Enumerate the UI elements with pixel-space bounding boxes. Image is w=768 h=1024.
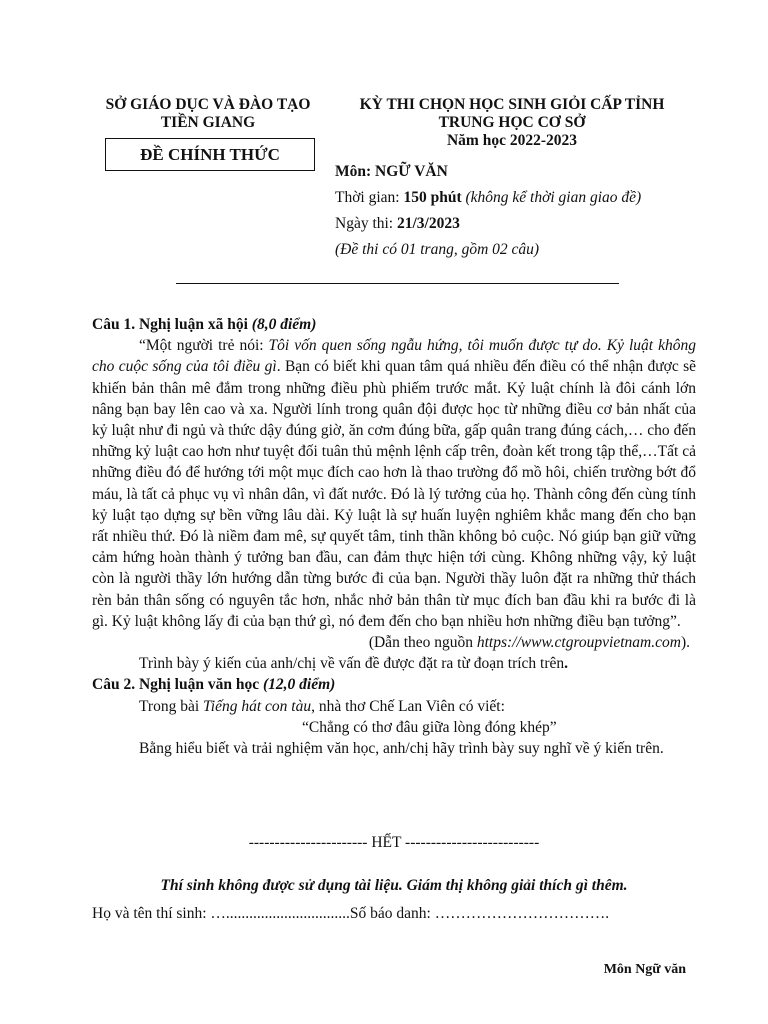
subject-label: Môn:	[335, 163, 376, 180]
date-value: 21/3/2023	[397, 215, 460, 232]
question-1-title	[92, 314, 696, 335]
question-1-task-end: .	[564, 655, 569, 673]
question-2-intro	[92, 696, 696, 717]
poem-title: Tiếng hát con tàu	[203, 697, 312, 715]
question-1-heading: Câu 1. Nghị luận xã hội	[92, 316, 252, 333]
source-suffix: ).	[680, 634, 690, 652]
candidate-name-field: Họ và tên thí sinh: …................................	[92, 905, 350, 922]
department-line-2: TIỀN GIANG	[160, 114, 256, 131]
candidate-note: Thí sinh không được sử dụng tài liệu. Giám thị không giải thích gì thêm.	[160, 877, 628, 894]
time-note: (không kể thời gian giao đề)	[461, 189, 642, 206]
question-1-points: (8,0 điểm)	[251, 316, 317, 333]
footer-subject: Môn Ngữ văn	[603, 962, 686, 977]
passage-body: . Bạn có biết khi quan tâm quá nhiều đến điều có thể nhận được sẽ khiến bản thân mê đắm trong những điều phù phiếm trước mắt. Kỷ luật chính là đôi cánh lớn nâng bạn bay lên cao và xa. Người lính trong quân đội được học từ những điều cơ bản nhất của kỷ luật như đi ngủ và thức dậy đúng giờ, ăn cơm đúng bữa, gấp quân trang đúng cách,… cho đến những kỷ luật cao hơn như tuyệt đối tuân thủ mệnh lệnh cấp trên, đoàn kết trong tập thể,…Tất cả những điều đó để hướng tới một mục đích cao hơn là thao trường đổ mồ hôi, chiến trường bớt đổ máu, là tất cả phục vụ vì nhân dân, vì đất nước. Đó là lý tưởng của họ. Thành công đến cùng tính kỷ luật tạo dựng sự bền vững lâu dài. Kỷ luật là sự huấn luyện nghiêm khắc mang đến cho bạn rất nhiều thứ. Đó là niềm đam mê, sự quyết tâm, tinh thần không bỏ cuộc. Nó giúp bạn giữ vững cảm hứng hoàn thành ý tưởng ban đầu, can đảm thực hiện tới cùng. Không những vậy, kỷ luật còn là người thầy lớn hướng dẫn từng bước đi của bạn. Người thầy luôn đặt ra những thử thách rèn bản thân sống có nguyên tắc hơn, nhắc nhở bản thân từ mục đích ban đầu khi ra bước đi là gì. Kỷ luật không lấy đi của bạn thứ gì, nó đem đến cho bạn nhiều hơn những điều bạn tưởng”.	[92, 358, 696, 630]
page-note: (Đề thi có 01 trang, gồm 02 câu)	[335, 241, 540, 258]
end-marker: ----------------------- HẾT --------------------------	[248, 834, 540, 851]
exam-title-line-1: KỲ THI CHỌN HỌC SINH GIỎI CẤP TỈNH	[359, 96, 665, 113]
question-1-task	[92, 653, 696, 674]
subject-value: NGỮ VĂN	[375, 163, 448, 180]
question-1-passage	[92, 335, 696, 632]
source-prefix: (Dẫn theo nguồn	[368, 634, 477, 652]
exam-title-line-2: TRUNG HỌC CƠ SỞ	[438, 114, 586, 131]
candidate-info	[92, 905, 696, 923]
question-2-title	[92, 674, 696, 695]
source-url: https://www.ctgroupvietnam.com	[476, 634, 681, 652]
subject-line	[335, 162, 448, 182]
time-value: 150 phút	[403, 189, 462, 206]
passage-quote: Tôi vốn quen sống ngẫu hứng, tôi muốn được tự do. Kỷ luật không cho cuộc sống của tôi điều gì	[92, 337, 696, 376]
date-line	[335, 214, 460, 234]
question-2-heading: Câu 2. Nghị luận văn học	[92, 676, 263, 694]
official-exam-badge	[105, 138, 315, 171]
department-name	[92, 96, 324, 132]
intro-suffix: , nhà thơ Chế Lan Viên có viết:	[311, 697, 505, 715]
question-2-verse: “Chẳng có thơ đâu giữa lòng đóng khép”	[302, 718, 557, 736]
date-label: Ngày thi:	[335, 215, 397, 232]
time-line	[335, 188, 641, 208]
passage-open: “Một người trẻ nói:	[139, 337, 269, 355]
intro-prefix: Trong bài	[139, 697, 204, 715]
time-label: Thời gian:	[335, 189, 404, 206]
candidate-id-field: Số báo danh: …………………………….	[349, 905, 610, 922]
exam-title	[330, 96, 694, 150]
department-line-1: SỞ GIÁO DỤC VÀ ĐÀO TẠO	[105, 96, 311, 113]
exam-body	[92, 314, 696, 759]
official-exam-label: ĐỀ CHÍNH THỨC	[140, 144, 280, 164]
passage-source	[92, 632, 696, 653]
question-2-points: (12,0 điểm)	[262, 676, 336, 694]
school-year: Năm học 2022-2023	[446, 132, 578, 149]
question-1-task-text: Trình bày ý kiến của anh/chị về vấn đề được đặt ra từ đoạn trích trên	[139, 655, 565, 673]
question-2-task: Bằng hiểu biết và trải nghiệm văn học, anh/chị hãy trình bày suy nghĩ về ý kiến trên.	[139, 740, 664, 758]
header-divider	[176, 283, 619, 284]
